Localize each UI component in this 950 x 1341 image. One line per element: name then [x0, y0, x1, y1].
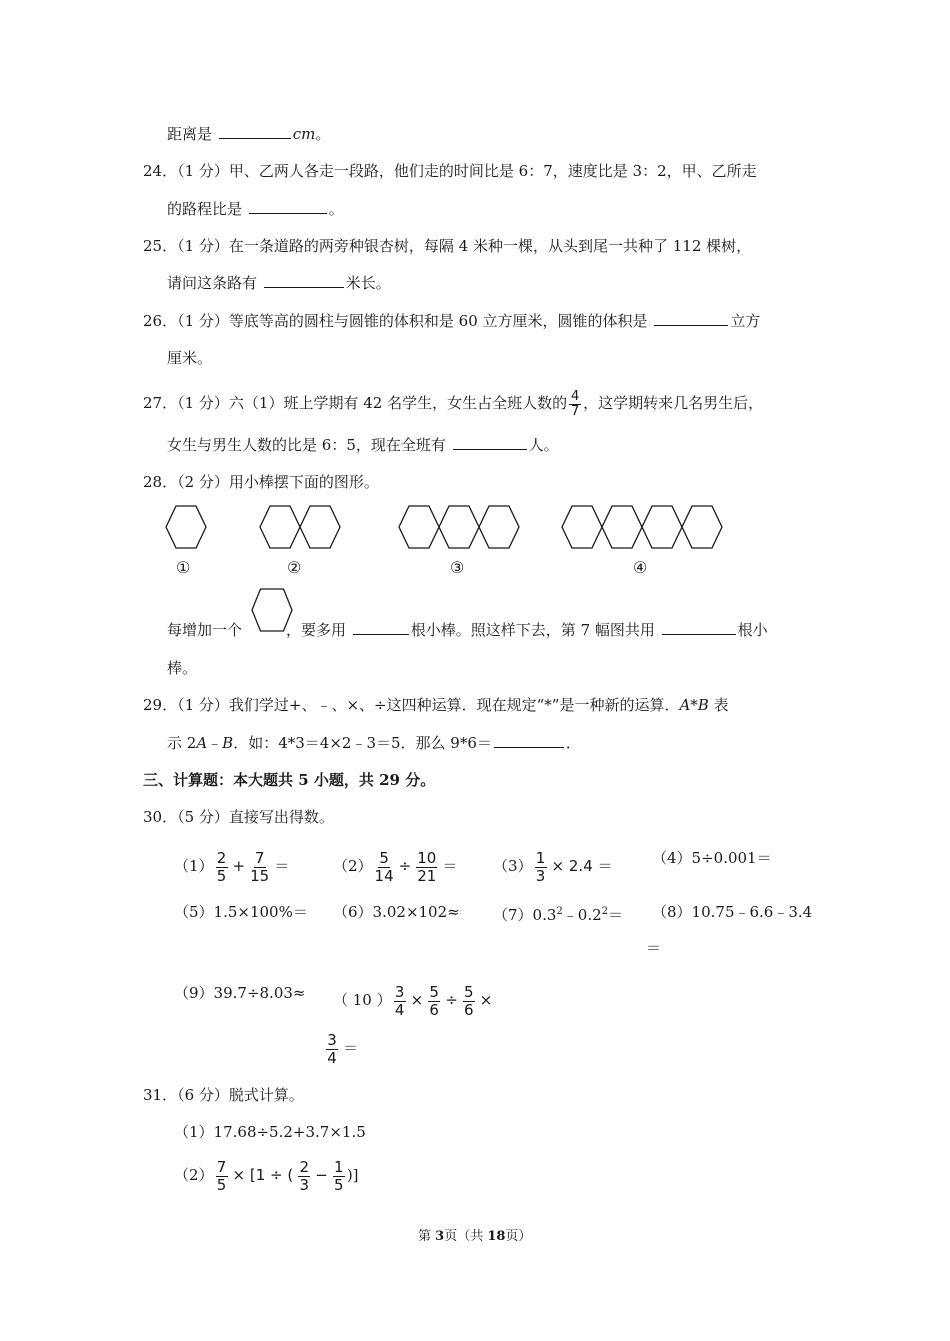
question-26-line2: 厘米。	[167, 349, 213, 367]
fraction: $\frac{3}{4}$	[327, 1030, 337, 1067]
question-30: 30．（5 分）直接写出得数。	[143, 808, 334, 826]
fraction: $\frac{1}{3}$	[535, 848, 546, 885]
stepwise-item-2: （2） $\frac{7}{5}$ × [1 ÷ ( $\frac{2}{3}$ − $\frac{1}{5}$ )]	[174, 1157, 359, 1194]
hexagon-shape	[642, 506, 682, 548]
fraction: $\frac{7}{15}$	[250, 848, 270, 885]
answer-blank[interactable]	[654, 311, 728, 326]
question-28-line3: 棒。	[167, 659, 198, 677]
hexagon-shape	[300, 506, 340, 548]
calc-item-8-equals: ＝	[646, 939, 662, 957]
fraction: $\frac{2}{3}$	[299, 1157, 310, 1194]
question-31: 31．（6 分）脱式计算。	[143, 1086, 304, 1104]
figure-label-1: ①	[176, 558, 191, 577]
figure-label-3: ③	[450, 558, 465, 577]
hexagon-figure-3	[399, 506, 519, 548]
page-footer: 第 3页（共 18页）	[418, 1229, 532, 1244]
hexagon-shape	[399, 506, 439, 548]
answer-blank[interactable]	[494, 733, 564, 748]
answer-blank[interactable]	[453, 435, 527, 450]
hexagon-figure-4	[562, 506, 722, 548]
fraction: $\frac{1}{5}$	[334, 1157, 344, 1194]
answer-blank[interactable]	[264, 273, 344, 288]
section-3-heading: 三、计算题：本大题共 5 小题，共 29 分。	[143, 771, 436, 789]
answer-blank[interactable]	[662, 620, 736, 635]
question-28: 28．（2 分）用小棒摆下面的图形。	[143, 473, 379, 491]
hexagon-shape	[166, 506, 206, 548]
hexagon-shape	[562, 506, 602, 548]
fraction: $\frac{2}{5}$	[216, 848, 227, 885]
question-24: 24．（1 分）甲、乙两人各走一段路，他们走的时间比是 6：7，速度比是 3：2，甲、乙所走	[143, 162, 757, 180]
calc-item-9: （9）39.7÷8.03≈	[174, 984, 306, 1002]
question-29: 29．（1 分）我们学过+、﹣、×、÷这四种运算．现在规定“*”是一种新的运算．A*B 表	[143, 696, 729, 714]
stepwise-item-1: （1）17.68÷5.2+3.7×1.5	[174, 1123, 366, 1141]
fraction: $\frac{10}{21}$	[417, 848, 437, 885]
calc-item-7: $(7)0.3^2﹣0.2^2=$	[493, 906, 624, 924]
calc-item-2: （2） $\frac{5}{14}$ ÷ $\frac{10}{21}$ ＝	[333, 848, 458, 885]
hexagon-figures	[0, 505, 950, 585]
fraction: $\frac{3}{4}$	[394, 982, 405, 1019]
figure-label-2: ②	[287, 558, 302, 577]
calc-item-3: （3） $\frac{1}{3}$ × 2.4 ＝	[493, 848, 613, 885]
fraction: $\frac{4}{7}$	[570, 388, 580, 419]
hexagon-shape	[439, 506, 479, 548]
calc-item-8: （8）10.75﹣6.6﹣3.4	[652, 903, 813, 921]
hexagon-figure-1	[166, 506, 206, 548]
calc-item-10: （ 10 ） $\frac{3}{4}$ × $\frac{5}{6}$ ÷ $\frac{5}{6}$ ×	[333, 982, 493, 1019]
fraction: $\frac{5}{6}$	[464, 982, 474, 1019]
calc-item-6: （6）3.02×102≈	[333, 903, 460, 921]
question-25: 25．（1 分）在一条道路的两旁种银杏树，每隔 4 米种一棵，从头到尾一共种了 112 棵树，	[143, 237, 752, 255]
hexagon-figure-2	[260, 506, 340, 548]
continuation-line: 距离是 cm。	[167, 125, 331, 143]
calc-item-10-cont: $\frac{3}{4}$ ＝	[327, 1030, 359, 1067]
question-28-line2: 每增加一个 ，要多用 根小棒。照这样下去，第 7 幅图共用 根小	[167, 621, 768, 639]
single-hexagon-icon	[249, 586, 295, 636]
calc-item-1: （1） $\frac{2}{5}$ + $\frac{7}{15}$ ＝	[174, 848, 290, 885]
answer-blank[interactable]	[219, 124, 291, 139]
fraction: $\frac{7}{5}$	[216, 1157, 227, 1194]
question-24-line2: 的路程比是 。	[167, 200, 344, 218]
question-29-line2: 示 2A﹣B．如：4*3＝4×2﹣3＝5．那么 9*6＝ ．	[167, 734, 581, 752]
hexagon-shape	[260, 506, 300, 548]
answer-blank[interactable]	[249, 199, 327, 214]
answer-blank[interactable]	[353, 620, 409, 635]
hexagon-shape	[479, 506, 519, 548]
calc-item-5: （5）1.5×100%＝	[174, 903, 308, 921]
question-27-line2: 女生与男生人数的比是 6：5，现在全班有 人。	[167, 436, 559, 454]
hexagon-shape	[602, 506, 642, 548]
question-25-line2: 请问这条路有 米长。	[167, 274, 391, 292]
question-26: 26．（1 分）等底等高的圆柱与圆锥的体积和是 60 立方厘米，圆锥的体积是 立方	[143, 312, 761, 330]
hexagon-shape	[682, 506, 722, 548]
calc-item-4: （4）5÷0.001＝	[652, 849, 772, 867]
fraction: $\frac{5}{14}$	[374, 848, 394, 885]
question-27: 27．（1 分）六（1）班上学期有 42 名学生，女生占全班人数的 $\frac{4}{7}$ ，这学期转来几名男生后，	[143, 388, 764, 419]
fraction: $\frac{5}{6}$	[429, 982, 439, 1019]
figure-label-4: ④	[633, 558, 648, 577]
